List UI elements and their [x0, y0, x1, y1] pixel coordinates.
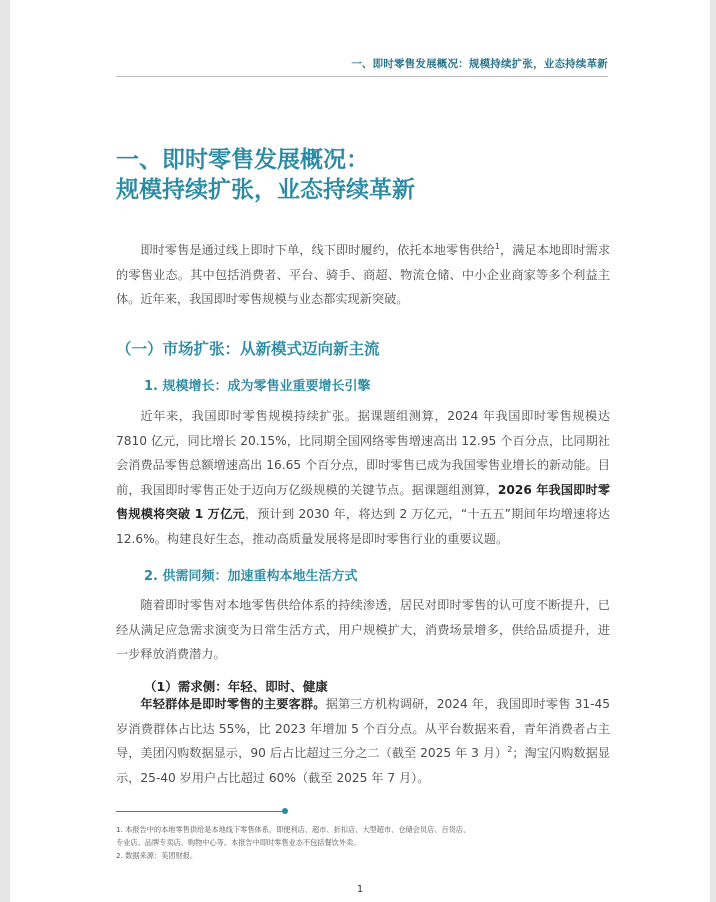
footnote-2: 2. 数据来源：美团财报。 — [116, 851, 198, 860]
report-page — [10, 0, 710, 902]
demand-side-paragraph — [116, 692, 610, 790]
subsection-heading-supply-demand: 2. 供需同频：加速重构本地生活方式 — [144, 569, 358, 584]
footnote-divider — [116, 811, 286, 812]
footnotes — [116, 823, 610, 862]
header-divider — [116, 76, 608, 77]
footnote-divider-dot — [282, 808, 288, 814]
scale-growth-text-2: ，预计到 2030 年，将达到 2 万亿元，“十五五”期间年均增速将达 12.6%。构建良好生态，推动高质量发展将是即时零售行业的重要议题。 — [116, 507, 610, 546]
demand-side-text-2: ；淘宝闪购数据显示，25-40 岁用户占比超过 60%（截至 2025 年 7 月）。 — [116, 746, 611, 785]
demand-side-highlight: 年轻群体是即时零售的主要客群。 — [140, 697, 326, 711]
scale-growth-paragraph — [116, 404, 610, 551]
scale-growth-highlight: 2026 年我国即时零售规模将突破 1 万亿元 — [116, 482, 611, 521]
scale-growth-text-1: 近年来，我国即时零售规模持续扩张。据课题组测算，2024 年我国即时零售规模达 7810 亿元，同比增长 20.15%，比同期全国网络零售增速高出 12.95 个百分点，比同期社会消费品零售总额增速高出 16.65 个百分点，即时零售已成为我国零售业增长的新动能。目前，我国即时零售正处于迈向万亿级规模的关键节点。据课题组测算， — [116, 409, 610, 497]
subsection-heading-scale-growth: 1. 规模增长：成为零售业重要增长引擎 — [144, 379, 371, 394]
intro-text-2: ，满足本地即时需求的零售业态。其中包括消费者、平台、骑手、商超、物流仓储、中小企业商家等多个利益主体。近年来，我国即时零售规模与业态都实现新突破。 — [116, 243, 611, 306]
chapter-title-line1: 一、即时零售发展概况： — [116, 147, 369, 173]
intro-paragraph — [116, 238, 610, 312]
chapter-title — [116, 145, 610, 205]
intro-text-1: 即时零售是通过线上即时下单，线下即时履约，依托本地零售供给 — [140, 243, 495, 257]
section-heading-market-expansion: （一）市场扩张：从新模式迈向新主流 — [116, 340, 380, 358]
demand-side-text-1: 据第三方机构调研，2024 年，我国即时零售 31-45 岁消费群体占比达 55%，比 2023 年增加 5 个百分点。从平台数据来看，青年消费者占主导，美团闪购数据显示，90 后占比超过三分之二（截至 2025 年 3 月） — [116, 697, 611, 760]
footnote-ref-2[interactable]: 2 — [507, 744, 513, 754]
chapter-title-line2: 规模持续扩张，业态持续革新 — [116, 177, 415, 203]
demand-side-heading: （1）需求侧：年轻、即时、健康 — [144, 679, 328, 694]
footnote-ref-1[interactable]: 1 — [494, 241, 500, 251]
running-header: 一、即时零售发展概况：规模持续扩张，业态持续革新 — [351, 58, 608, 70]
supply-demand-paragraph: 随着即时零售对本地零售供给体系的持续渗透，居民对即时零售的认可度不断提升，已经从满足应急需求演变为日常生活方式，用户规模扩大，消费场景增多，供给品质提升，进一步释放消费潜力。 — [116, 598, 610, 661]
page-number: 1 — [356, 884, 364, 895]
footnote-1-line2: 专业店、品牌专卖店、购物中心等。本报告中即时零售业态不包括餐饮外卖。 — [116, 838, 361, 847]
footnote-1-line1: 1. 本报告中的本地零售供给是本地线下零售体系，即便利店、超市、折扣店、大型超市、仓储会员店、百货店、 — [116, 825, 471, 834]
